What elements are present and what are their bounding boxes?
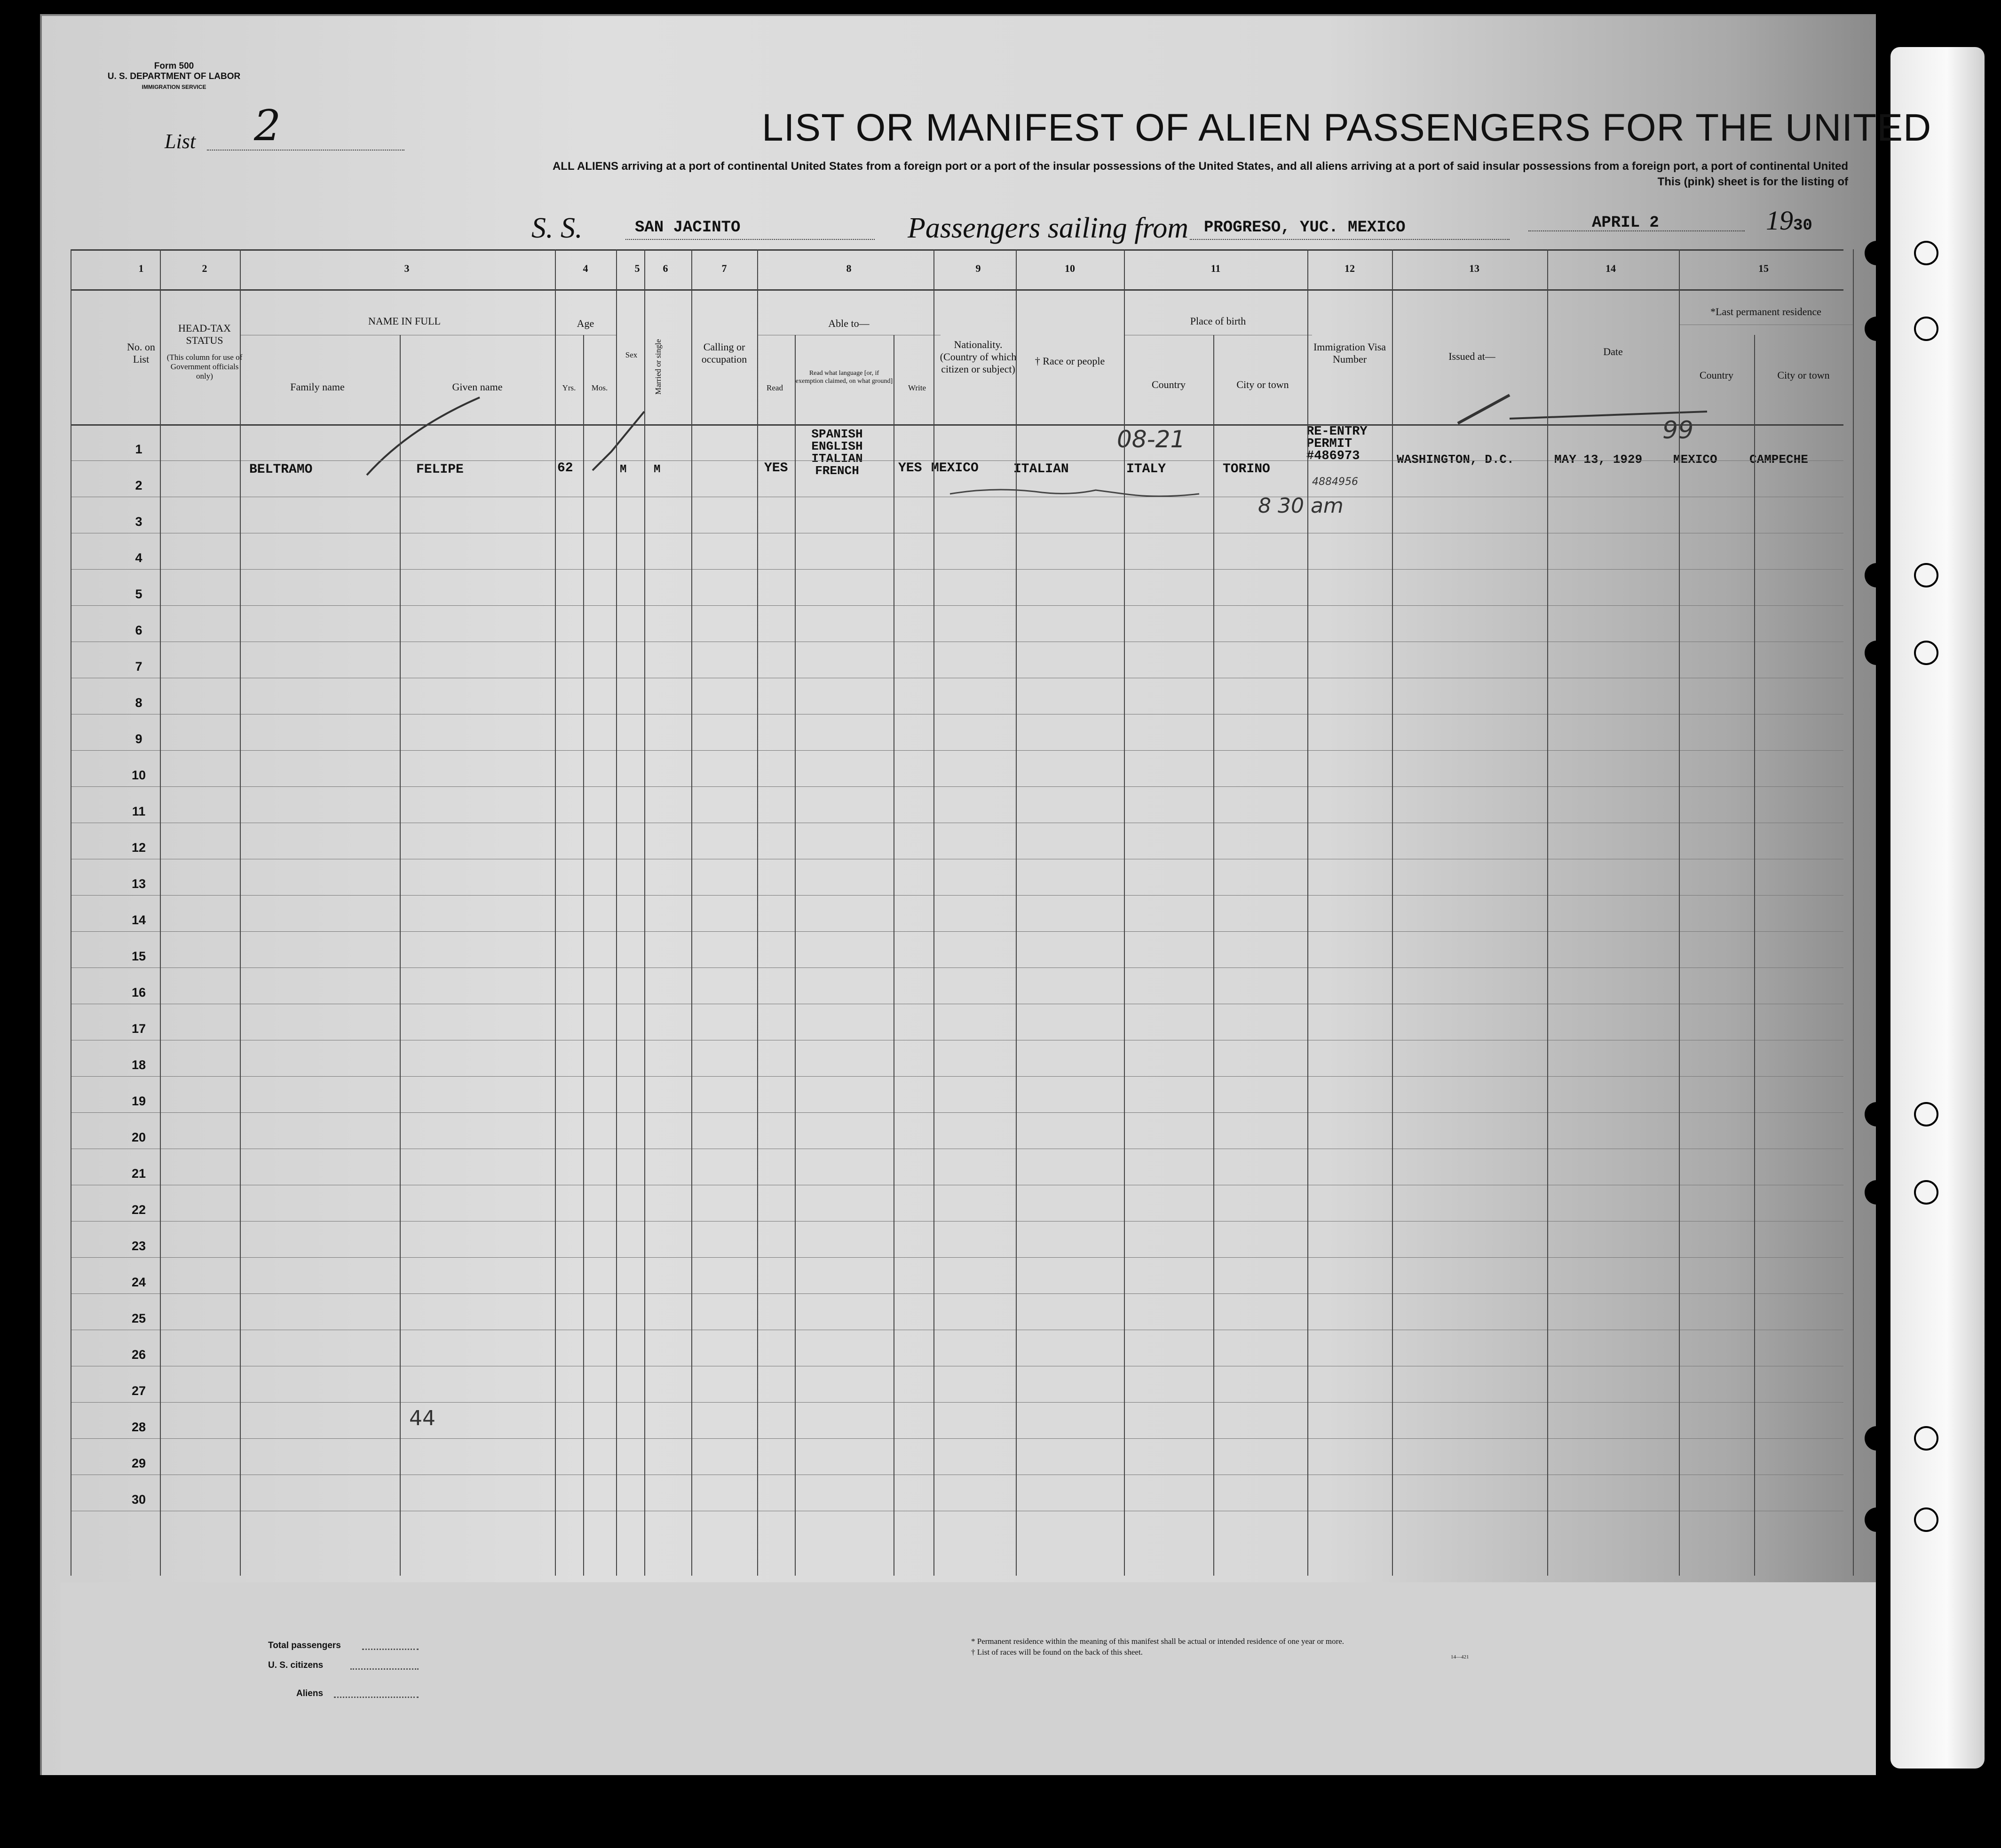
sex-cell: M <box>620 463 627 476</box>
married-cell: M <box>654 463 661 476</box>
row-rule <box>71 569 1843 570</box>
header-able-to: Able to— <box>828 317 870 329</box>
row-number: 7 <box>135 659 142 674</box>
row-number: 8 <box>135 696 142 710</box>
footer-total-label: Total passengers <box>268 1641 341 1650</box>
row-number: 6 <box>135 623 142 637</box>
footer-total-dots <box>362 1649 419 1650</box>
form-number: Form 500 <box>154 61 194 71</box>
visa-line-3: #486973 <box>1306 449 1360 463</box>
row-rule <box>71 460 1843 461</box>
handwritten-time-note: 8 30 am <box>1258 494 1344 518</box>
form-identifier <box>85 61 263 92</box>
binder-ring <box>1914 641 1938 665</box>
footer-citizens-label: U. S. citizens <box>268 1660 324 1670</box>
row-number: 13 <box>131 877 146 891</box>
sailing-label: Passengers sailing from <box>908 212 1189 244</box>
header-date: Date <box>1603 346 1623 357</box>
punch-hole <box>1865 1507 1889 1532</box>
footer-form-code: 14—421 <box>1451 1654 1469 1660</box>
row-number: 9 <box>135 732 142 746</box>
header-given-name: Given name <box>452 381 503 393</box>
given-name-check-mark <box>367 397 480 475</box>
list-rule <box>207 150 404 151</box>
row-number: 30 <box>131 1492 146 1507</box>
column-rule <box>644 249 645 1576</box>
column-rule <box>1016 249 1017 1576</box>
header-sex: Sex <box>625 350 638 359</box>
binder-ring <box>1914 1180 1938 1205</box>
footer-aliens-label: Aliens <box>296 1689 324 1698</box>
column-rule <box>1124 249 1125 1576</box>
row-number: 11 <box>132 804 146 818</box>
binder-ring <box>1914 1426 1938 1451</box>
header-name-in-full: NAME IN FULL <box>368 315 441 327</box>
list-label: List <box>165 130 196 153</box>
header-res-city: City or town <box>1777 369 1830 381</box>
column-number: 4 <box>583 262 588 274</box>
row-number: 15 <box>131 949 146 963</box>
row-number: 5 <box>135 587 142 601</box>
header-read-what: Read what language [or, if exemption claimed, on what ground] <box>795 370 893 385</box>
race-cell: ITALIAN <box>1013 462 1069 476</box>
handwritten-birth-note: 08-21 <box>1117 426 1186 453</box>
row-number: 18 <box>131 1058 146 1072</box>
row-rule <box>71 786 1843 787</box>
column-number: 14 <box>1606 262 1616 274</box>
row-rule <box>71 1438 1843 1439</box>
column-number: 1 <box>138 262 144 274</box>
binder-ring <box>1914 563 1938 587</box>
binder-ring <box>1914 1507 1938 1532</box>
row-rule <box>71 931 1843 932</box>
row-number: 3 <box>135 515 142 529</box>
header-visa: Immigration Visa Number <box>1313 341 1386 365</box>
column-number: 2 <box>202 262 207 274</box>
punch-hole <box>1865 1102 1889 1126</box>
handwritten-residence-note: 99 <box>1662 416 1694 444</box>
row-number: 2 <box>135 478 142 492</box>
column-rule <box>616 249 617 1576</box>
row-number: 14 <box>131 913 146 927</box>
table-top-rule <box>71 249 1843 251</box>
issued-at-cell: WASHINGTON, D.C. <box>1397 452 1514 467</box>
birth-city-cell: TORINO <box>1223 462 1270 476</box>
column-number: 5 <box>634 262 640 274</box>
read-cell: YES <box>764 461 788 476</box>
column-rule <box>1392 249 1393 1576</box>
row-rule <box>71 1112 1843 1113</box>
row-rule <box>71 1293 1843 1294</box>
header-age: Age <box>577 317 594 329</box>
permit-slash-mark <box>1458 395 1510 423</box>
row-rule <box>71 1402 1843 1403</box>
header-place-of-birth: Place of birth <box>1190 315 1246 327</box>
issue-date-cell: MAY 13, 1929 <box>1554 452 1643 467</box>
age-cell: 62 <box>557 461 573 476</box>
row-number: 21 <box>131 1166 146 1181</box>
punch-hole <box>1865 1426 1889 1451</box>
footer-note-races: † List of races will be found on the back of this sheet. <box>971 1648 1143 1657</box>
column-number: 13 <box>1469 262 1479 274</box>
column-rule <box>160 249 161 1576</box>
row-number: 17 <box>131 1022 146 1036</box>
year-prefix: 19 <box>1766 205 1793 236</box>
write-cell: YES <box>898 461 922 476</box>
row-number: 23 <box>131 1239 146 1253</box>
column-number: 11 <box>1210 262 1221 274</box>
page-subtitle-2: This (pink) sheet is for the listing of <box>1657 175 1848 188</box>
language-4: FRENCH <box>815 464 859 478</box>
column-rule <box>583 335 584 1576</box>
port-rule <box>1190 239 1510 240</box>
page-title: LIST OR MANIFEST OF ALIEN PASSENGERS FOR THE UNITED <box>762 106 1932 149</box>
ss-label: S. S. <box>531 212 583 244</box>
row-number: 22 <box>131 1203 146 1217</box>
punch-hole <box>1865 1180 1889 1205</box>
column-number: 12 <box>1345 262 1355 274</box>
header-head-tax-note: (This column for use of Government officials only) <box>166 353 243 381</box>
sailing-year <box>1766 205 1812 236</box>
row-number: 19 <box>131 1094 146 1108</box>
year-suffix: 30 <box>1793 217 1812 235</box>
departure-port: PROGRESO, YUC. MEXICO <box>1204 219 1406 237</box>
column-rule <box>240 249 241 1576</box>
punch-hole <box>1865 241 1889 265</box>
punch-hole <box>1865 563 1889 587</box>
handwritten-page-note: 44 <box>409 1406 435 1430</box>
language-1: SPANISH <box>811 427 863 441</box>
res-country-cell: MEXICO <box>1673 452 1717 467</box>
language-3: ITALIAN <box>811 452 863 466</box>
row-rule <box>71 1257 1843 1258</box>
column-rule <box>555 249 556 1576</box>
header-write: Write <box>908 383 926 392</box>
sailing-date: APRIL 2 <box>1592 214 1659 232</box>
header-nationality: Nationality. (Country of which citizen or subject) <box>940 339 1017 375</box>
language-2: ENGLISH <box>811 439 863 453</box>
footer-band <box>61 1582 1876 1775</box>
page-subtitle: ALL ALIENS arriving at a port of continental United States from a foreign port or a port of the insular possessions of the United States, and all aliens arriving at a port of said insular possessions from a foreign port, a port of continental United <box>552 160 1848 173</box>
punch-hole <box>1865 641 1889 665</box>
column-number: 6 <box>663 262 668 274</box>
scribble-row-2 <box>950 490 1199 496</box>
column-rule <box>691 249 692 1576</box>
column-rule <box>757 249 758 1576</box>
header-family-name: Family name <box>290 381 345 393</box>
footer-aliens-dots <box>334 1697 419 1698</box>
column-rule <box>795 335 796 1576</box>
department-name: U. S. DEPARTMENT OF LABOR <box>107 71 241 81</box>
row-rule <box>71 605 1843 606</box>
visa-line-2: PERMIT <box>1306 437 1352 451</box>
column-rule <box>1307 249 1308 1576</box>
header-last-residence: *Last permanent residence <box>1710 306 1821 317</box>
service-name: IMMIGRATION SERVICE <box>142 84 206 90</box>
row-number: 27 <box>131 1384 146 1398</box>
ship-name: SAN JACINTO <box>635 219 741 237</box>
column-number: 8 <box>846 262 852 274</box>
column-number: 10 <box>1065 262 1075 274</box>
nationality-cell: MEXICO <box>931 461 979 476</box>
column-rule <box>933 249 934 1576</box>
row-number: 4 <box>135 551 142 565</box>
row-number: 12 <box>131 841 146 855</box>
column-number: 7 <box>721 262 727 274</box>
given-name-cell: FELIPE <box>416 462 464 477</box>
header-calling: Calling or occupation <box>701 341 747 365</box>
row-number: 28 <box>131 1420 146 1434</box>
column-rule <box>1853 249 1854 1576</box>
header-mos: Mos. <box>591 383 608 392</box>
row-number: 16 <box>131 985 146 999</box>
column-rule <box>1213 335 1214 1576</box>
list-number: 2 <box>254 101 281 151</box>
birth-country-cell: ITALY <box>1126 462 1166 476</box>
header-res-country: Country <box>1699 369 1734 381</box>
row-number: 20 <box>131 1130 146 1144</box>
column-number: 9 <box>975 262 981 274</box>
row-number: 24 <box>131 1275 146 1289</box>
column-number-rule <box>71 289 1843 291</box>
header-head-tax: HEAD-TAX STATUS <box>178 322 231 346</box>
issue-line-mark <box>1510 412 1707 419</box>
punch-hole <box>1865 317 1889 341</box>
res-city-cell: CAMPECHE <box>1749 452 1808 467</box>
binder-ring <box>1914 317 1938 341</box>
header-read: Read <box>767 383 783 392</box>
family-name-cell: BELTRAMO <box>249 462 313 477</box>
binder-ring <box>1914 241 1938 265</box>
header-no-on-list: No. on List <box>127 341 155 365</box>
header-birth-country: Country <box>1151 379 1186 390</box>
handwritten-marks <box>71 249 1858 1580</box>
header-birth-city: City or town <box>1236 379 1289 390</box>
column-number: 3 <box>404 262 410 274</box>
binder-ring <box>1914 1102 1938 1126</box>
header-issued-at: Issued at— <box>1448 350 1495 362</box>
date-rule <box>1528 230 1745 231</box>
row-number: 26 <box>131 1348 146 1362</box>
row-number: 29 <box>131 1456 146 1470</box>
column-rule <box>1679 249 1680 1576</box>
visa-line-1: RE-ENTRY <box>1306 425 1368 439</box>
row-rule <box>71 750 1843 751</box>
column-rule <box>1547 249 1548 1576</box>
header-race: † Race or people <box>1035 355 1105 367</box>
header-yrs: Yrs. <box>562 383 576 392</box>
row-number: 10 <box>131 768 146 782</box>
ship-rule <box>625 239 875 240</box>
binder-strip <box>1890 47 1985 1769</box>
manifest-table <box>71 249 1843 1580</box>
handwritten-permit-note: 4884956 <box>1312 476 1358 488</box>
row-number: 25 <box>131 1311 146 1325</box>
row-rule <box>71 1076 1843 1077</box>
row-rule <box>71 895 1843 896</box>
row-number: 1 <box>135 442 142 456</box>
column-number: 15 <box>1758 262 1769 274</box>
header-married: Married or single <box>654 339 663 395</box>
footer-citizens-dots <box>350 1668 419 1670</box>
age-check-mark <box>593 412 644 470</box>
header-bottom-rule <box>71 424 1843 426</box>
footer-note-residence: * Permanent residence within the meaning of this manifest shall be actual or intended residence of one year or more. <box>971 1637 1345 1646</box>
column-rule <box>1754 335 1755 1576</box>
column-rule <box>400 335 401 1576</box>
